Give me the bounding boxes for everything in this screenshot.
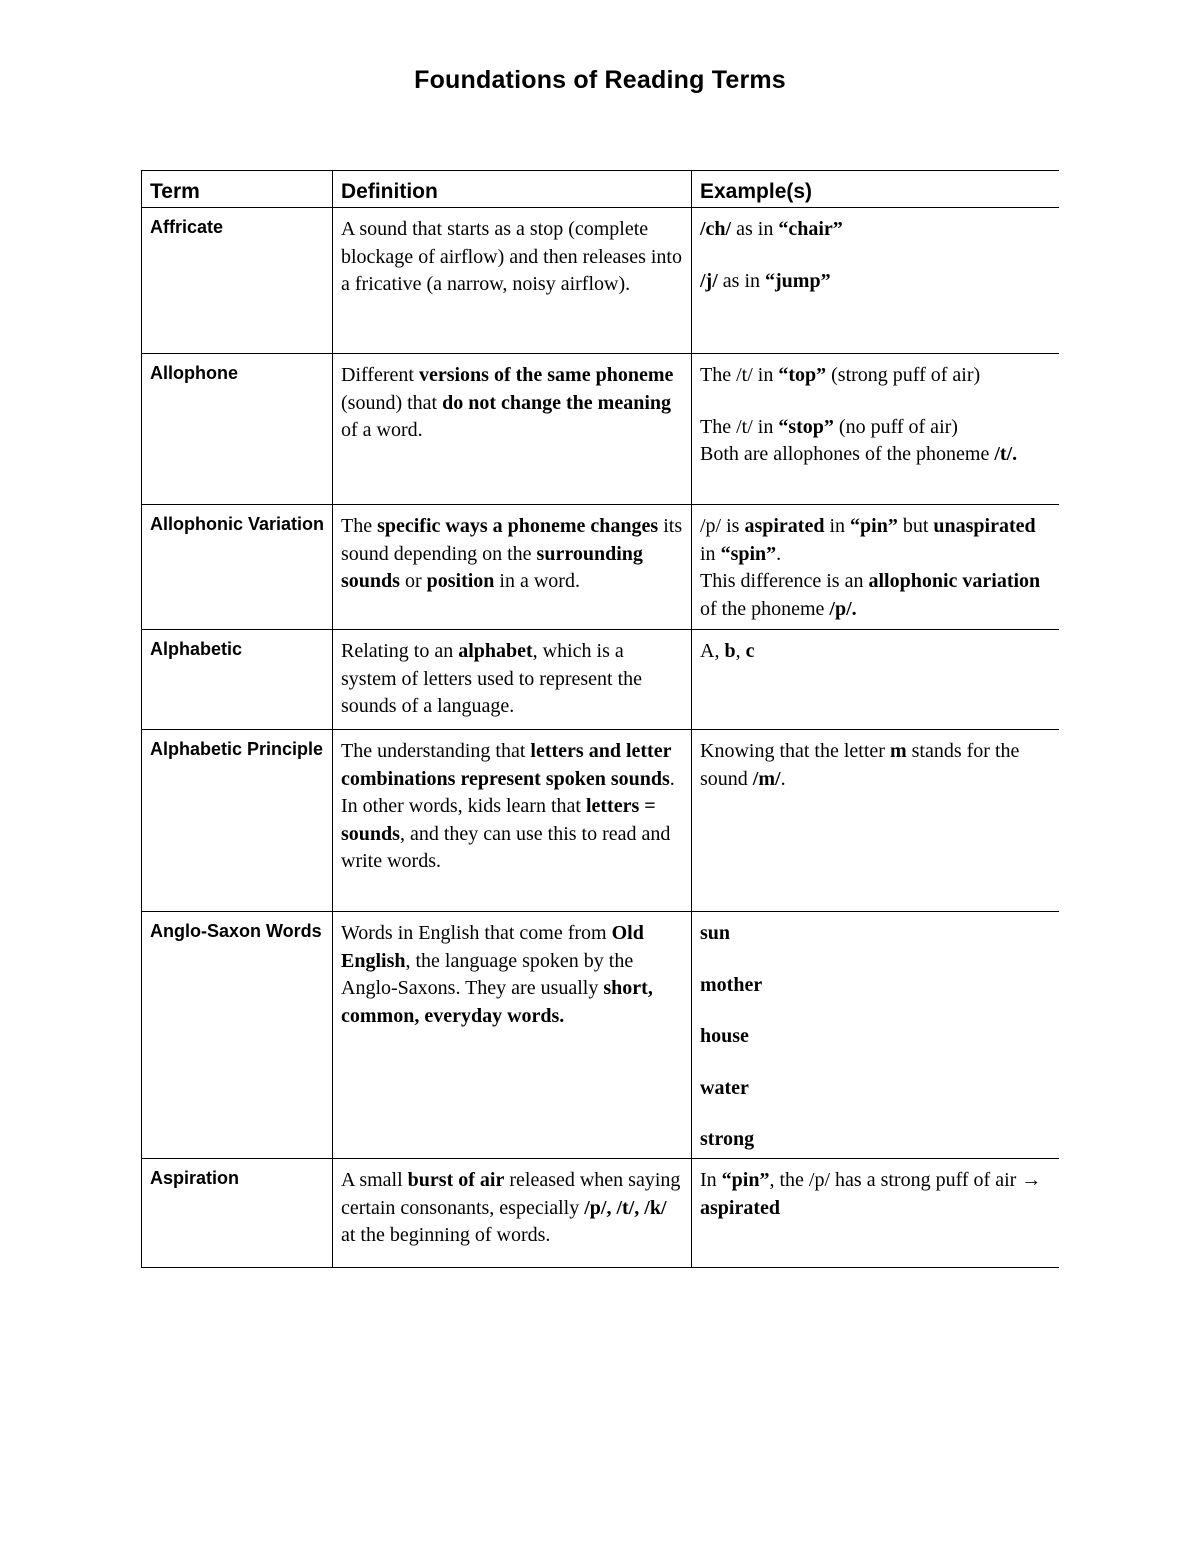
example-line: house bbox=[700, 1025, 749, 1047]
table-row bbox=[142, 912, 1060, 1159]
header-definition: Definition bbox=[333, 171, 692, 208]
definition-cell: The understanding that letters and letter combinations represent spoken sounds. In other words, kids learn that letters = sounds, and they can use this to read and write words. bbox=[333, 730, 692, 912]
term-cell: Allophone bbox=[142, 354, 333, 505]
term-cell: Alphabetic bbox=[142, 630, 333, 730]
definition-cell: Words in English that come from Old English, the language spoken by the Anglo-Saxons. They are usually short, common, everyday words. bbox=[333, 912, 692, 1159]
table-row bbox=[142, 730, 1060, 912]
table-header-row bbox=[142, 171, 1060, 208]
header-examples: Example(s) bbox=[692, 171, 1060, 208]
examples-cell bbox=[692, 505, 1060, 630]
example-line: water bbox=[700, 1076, 749, 1099]
examples-cell bbox=[692, 912, 1060, 1159]
example-line: /p/ is aspirated in “pin” but unaspirated in “spin”. bbox=[700, 515, 1036, 565]
term-cell: Anglo-Saxon Words bbox=[142, 912, 333, 1159]
definition-cell: Different versions of the same phoneme (sound) that do not change the meaning of a word. bbox=[333, 354, 692, 505]
examples-cell bbox=[692, 1159, 1060, 1269]
examples-cell bbox=[692, 208, 1060, 354]
term-cell: Aspiration bbox=[142, 1159, 333, 1269]
header-term: Term bbox=[142, 171, 333, 208]
example-line: The /t/ in “stop” (no puff of air) bbox=[700, 415, 958, 438]
example-line: sun bbox=[700, 922, 731, 944]
definition-cell: A small burst of air released when saying certain consonants, especially /p/, /t/, /k/ at the beginning of words. bbox=[333, 1159, 692, 1269]
definition-cell: A sound that starts as a stop (complete blockage of airflow) and then releases into a fricative (a narrow, noisy airflow). bbox=[333, 208, 692, 354]
example-line: The /t/ in “top” (strong puff of air) bbox=[700, 364, 981, 386]
definition-cell: The specific ways a phoneme changes its sound depending on the surrounding sounds or position in a word. bbox=[333, 505, 692, 630]
table-row bbox=[142, 630, 1060, 730]
table-row bbox=[142, 208, 1060, 354]
example-line: This difference is an allophonic variation of the phoneme /p/. bbox=[700, 570, 1041, 620]
example-line: /j/ as in “jump” bbox=[700, 269, 831, 292]
example-line: Both are allophones of the phoneme /t/. bbox=[700, 443, 1018, 465]
examples-cell bbox=[692, 730, 1060, 912]
examples-cell bbox=[692, 630, 1060, 730]
table-row bbox=[142, 505, 1060, 630]
term-cell: Affricate bbox=[142, 208, 333, 354]
term-cell: Allophonic Variation bbox=[142, 505, 333, 630]
example-line: Knowing that the letter m stands for the sound /m/. bbox=[700, 740, 1020, 790]
definition-cell: Relating to an alphabet, which is a system of letters used to represent the sounds of a language. bbox=[333, 630, 692, 730]
table-row bbox=[142, 1159, 1060, 1269]
example-line: mother bbox=[700, 973, 763, 996]
example-line: /ch/ as in “chair” bbox=[700, 218, 843, 240]
table-row bbox=[142, 354, 1060, 505]
document-title: Foundations of Reading Terms bbox=[414, 66, 786, 94]
terms-table bbox=[141, 170, 1059, 1268]
term-cell: Alphabetic Principle bbox=[142, 730, 333, 912]
example-line: strong bbox=[700, 1128, 755, 1150]
examples-cell bbox=[692, 354, 1060, 505]
example-line: A, b, c bbox=[700, 640, 755, 662]
example-line: In “pin”, the /p/ has a strong puff of air → aspirated bbox=[700, 1169, 1042, 1219]
